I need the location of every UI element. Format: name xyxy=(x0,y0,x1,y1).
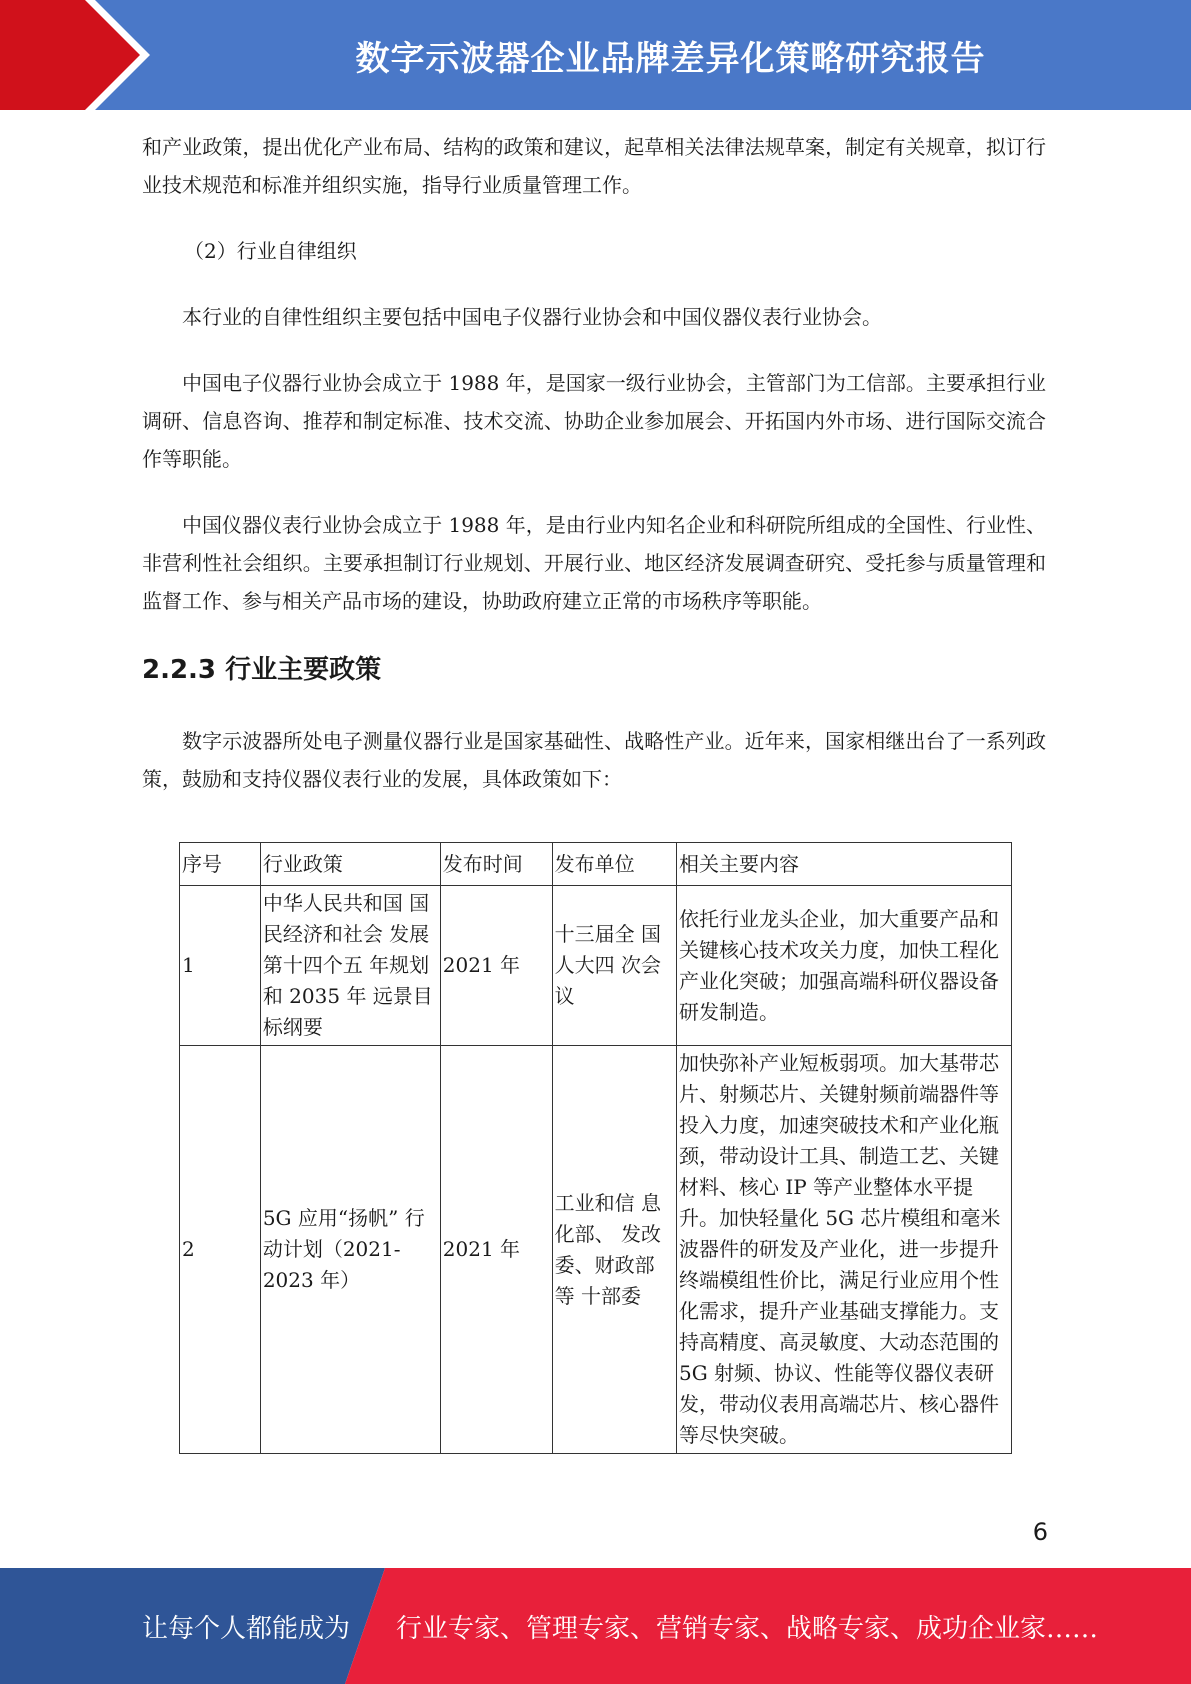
paragraph-5: 数字示波器所处电子测量仪器行业是国家基础性、战略性产业。近年来，国家相继出台了一系列政策，鼓励和支持仪器仪表行业的发展，具体政策如下： xyxy=(142,729,1046,791)
paragraph-1: 和产业政策，提出优化产业布局、结构的政策和建议，起草相关法律法规草案，制定有关规章，拟订行业技术规范和标准并组织实施，指导行业质量管理工作。 xyxy=(142,135,1046,197)
paragraph-4: 中国仪器仪表行业协会成立于 1988 年，是由行业内知名企业和科研院所组成的全国性、行业性、非营利性社会组织。主要承担制订行业规划、开展行业、地区经济发展调查研究、受托参与质量管理和监督工作、参与相关产品市场的建设，协助政府建立正常的市场秩序等职能。 xyxy=(142,513,1046,613)
policy-table xyxy=(179,842,1012,1454)
cell-content: 加快弥补产业短板弱项。加大基带芯片、射频芯片、关键射频前端器件等投入力度，加速突破技术和产业化瓶颈，带动设计工具、制造工艺、关键材料、核心 IP 等产业整体水平提升。加快轻量化 5G 芯片模组和毫米波器件的研发及产业化，进一步提升终端模组性价比，满足行业应用个性化需求，提升产业基础支撑能力。支持高精度、高灵敏度、大动态范围的 5G 射频、协议、性能等仪器仪表研发，带动仪表用高端芯片、核心器件等尽快突破。 xyxy=(676,1046,1011,1454)
cell-issuer: 十三届全 国人大四 次会议 xyxy=(552,886,676,1046)
footer-slogan-right: 行业专家、管理专家、营销专家、战略专家、成功企业家…… xyxy=(396,1613,1099,1644)
page-number: 6 xyxy=(1032,1518,1048,1546)
page-header xyxy=(0,0,1191,110)
main-content xyxy=(142,128,1046,798)
cell-policy: 5G 应用“扬帆” 行动计划（2021-2023 年） xyxy=(260,1046,440,1454)
paragraph-3: 中国电子仪器行业协会成立于 1988 年，是国家一级行业协会，主管部门为工信部。主要承担行业调研、信息咨询、推荐和制定标准、技术交流、协助企业参加展会、开拓国内外市场、进行国际交流合作等职能。 xyxy=(142,371,1046,471)
header-date: 发布时间 xyxy=(440,843,552,886)
cell-policy: 中华人民共和国 国民经济和社会 发展第十四个五 年规划和 2035 年 远景目标纲要 xyxy=(260,886,440,1046)
table-row xyxy=(180,1046,1012,1454)
red-chevron-icon xyxy=(0,0,160,110)
subheading-self-regulatory: （2）行业自律组织 xyxy=(184,239,357,263)
header-policy: 行业政策 xyxy=(260,843,440,886)
cell-date: 2021 年 xyxy=(440,1046,552,1454)
table-row xyxy=(180,886,1012,1046)
cell-no: 1 xyxy=(180,886,261,1046)
header-no: 序号 xyxy=(180,843,261,886)
paragraph-2: 本行业的自律性组织主要包括中国电子仪器行业协会和中国仪器仪表行业协会。 xyxy=(182,305,882,329)
cell-no: 2 xyxy=(180,1046,261,1454)
report-title: 数字示波器企业品牌差异化策略研究报告 xyxy=(355,38,986,79)
header-content: 相关主要内容 xyxy=(676,843,1011,886)
cell-date: 2021 年 xyxy=(440,886,552,1046)
table-header-row xyxy=(180,843,1012,886)
section-heading: 2.2.3 行业主要政策 xyxy=(142,655,382,685)
cell-issuer: 工业和信 息化部、 发改委、财政部等 十部委 xyxy=(552,1046,676,1454)
header-issuer: 发布单位 xyxy=(552,843,676,886)
footer-slogan-left: 让每个人都能成为 xyxy=(142,1613,351,1644)
cell-content: 依托行业龙头企业，加大重要产品和关键核心技术攻关力度，加快工程化产业化突破；加强高端科研仪器设备研发制造。 xyxy=(676,886,1011,1046)
page-footer xyxy=(0,1568,1191,1684)
